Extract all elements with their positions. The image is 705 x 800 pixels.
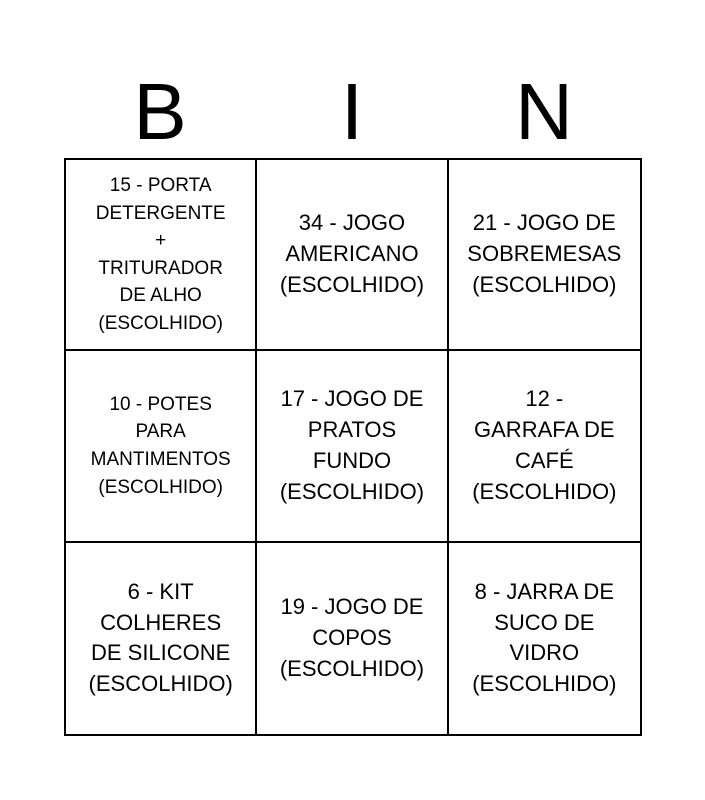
bingo-cell xyxy=(257,351,448,542)
bingo-cell-text: 19 - JOGO DE COPOS (ESCOLHIDO) xyxy=(279,594,425,681)
bingo-cell xyxy=(66,351,257,542)
header-letter-i: I xyxy=(340,67,364,156)
bingo-cell xyxy=(449,543,640,734)
bingo-cell xyxy=(66,543,257,734)
bingo-cell xyxy=(66,160,257,351)
bingo-cell-text: 15 - PORTA DETERGENTE + TRITURADOR DE ALHO (ESCOLHIDO) xyxy=(95,175,226,334)
bingo-cell-text: 21 - JOGO DE SOBREMESAS (ESCOLHIDO) xyxy=(467,210,622,298)
bingo-cell xyxy=(449,351,640,542)
bingo-cell-text: 34 - JOGO AMERICANO (ESCOLHIDO) xyxy=(279,210,425,298)
bingo-cell xyxy=(257,160,448,351)
bingo-card-grid xyxy=(64,158,642,736)
header-letter-b: B xyxy=(133,67,187,156)
bingo-cell xyxy=(257,543,448,734)
header-letter-n: N xyxy=(515,67,573,156)
bingo-header xyxy=(64,67,640,156)
bingo-cell-text: 10 - POTES PARA MANTIMENTOS (ESCOLHIDO) xyxy=(90,393,231,498)
bingo-cell xyxy=(449,160,640,351)
bingo-cell-text: 12 - GARRAFA DE CAFÉ (ESCOLHIDO) xyxy=(472,386,617,504)
bingo-cell-text: 6 - KIT COLHERES DE SILICONE (ESCOLHIDO) xyxy=(88,578,233,697)
bingo-cell-text: 17 - JOGO DE PRATOS FUNDO (ESCOLHIDO) xyxy=(279,386,425,504)
bingo-cell-text: 8 - JARRA DE SUCO DE VIDRO (ESCOLHIDO) xyxy=(472,578,617,697)
